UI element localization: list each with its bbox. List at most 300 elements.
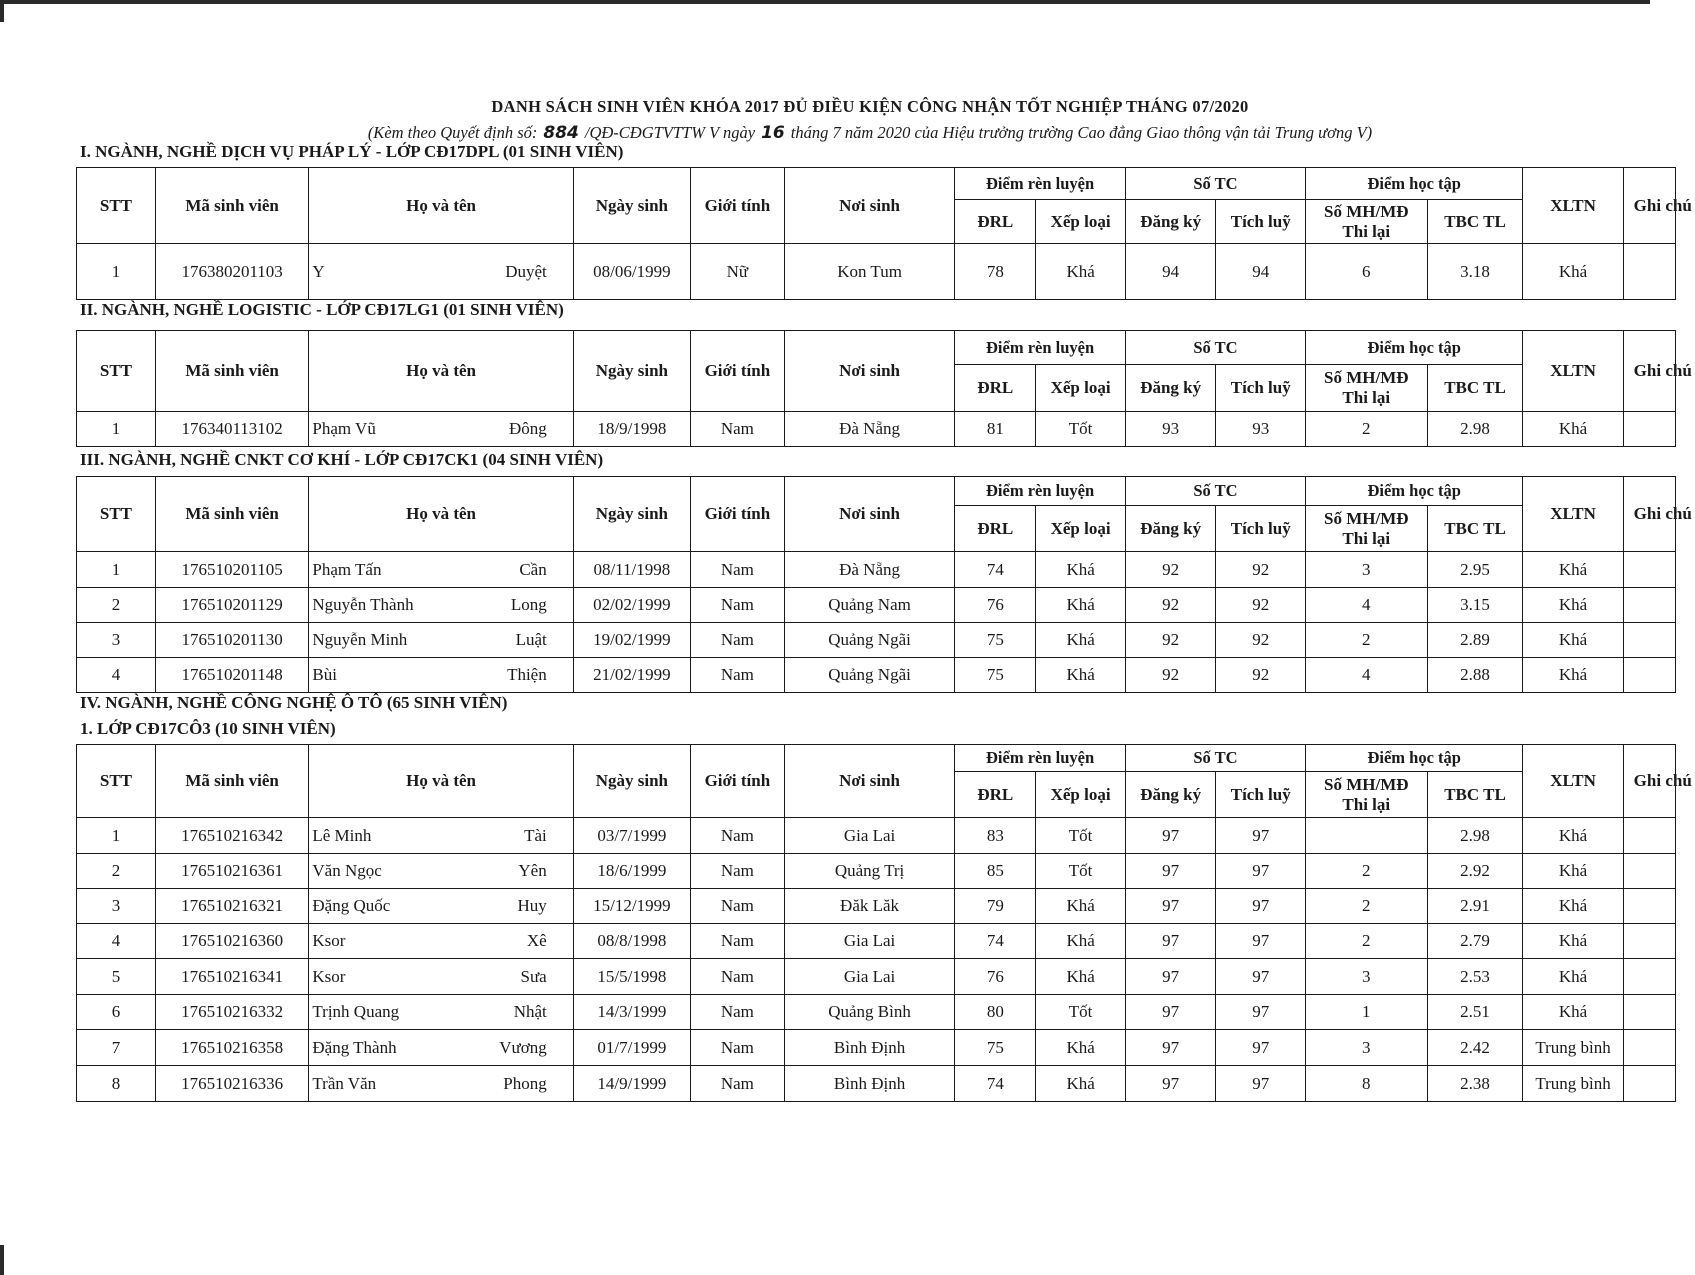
last-middle-name: Nguyễn Minh: [312, 630, 408, 649]
drl-cell: 79: [955, 889, 1036, 924]
header-dob: Ngày sinh: [573, 477, 690, 552]
retake-count-cell: 2: [1306, 889, 1428, 924]
gpa-cell: 3.15: [1427, 588, 1523, 623]
full-name: [309, 665, 572, 685]
note-cell: [1623, 552, 1675, 588]
drl-cell: 74: [955, 1066, 1036, 1102]
registered-credits-cell: 97: [1125, 1030, 1216, 1066]
full-name: [309, 1038, 572, 1058]
conduct-rank-cell: Khá: [1036, 658, 1126, 693]
note-cell: [1623, 412, 1675, 447]
header-registered: Đăng ký: [1125, 365, 1216, 412]
header-credits-group: Số TC: [1125, 477, 1305, 506]
dob-cell: 08/06/1999: [573, 244, 690, 300]
student-table: [76, 330, 1692, 447]
birthplace-cell: Đà Nẵng: [784, 552, 955, 588]
full-name: [309, 262, 572, 282]
header-note: Ghi chú: [1623, 168, 1675, 244]
last-middle-name: Ksor: [312, 931, 346, 950]
dob-cell: 15/12/1999: [573, 889, 690, 924]
student-id-cell: 176510216360: [155, 924, 309, 959]
registered-credits-cell: 97: [1125, 959, 1216, 995]
dob-cell: 14/3/1999: [573, 995, 690, 1030]
student-id-cell: 176510201130: [155, 623, 309, 658]
table-row: [77, 623, 1676, 658]
stt-cell: 4: [77, 924, 156, 959]
header-gpa: TBC TL: [1427, 365, 1523, 412]
stt-cell: 1: [77, 552, 156, 588]
note-cell: [1623, 818, 1675, 854]
header-registered: Đăng ký: [1125, 506, 1216, 552]
first-name: Long: [510, 595, 547, 614]
table-row: [77, 244, 1676, 300]
conduct-rank-cell: Tốt: [1036, 818, 1126, 854]
conduct-rank-cell: Khá: [1036, 244, 1126, 300]
registered-credits-cell: 93: [1125, 412, 1216, 447]
retake-count-cell: 1: [1306, 995, 1428, 1030]
grad-rank-cell: Khá: [1523, 588, 1623, 623]
registered-credits-cell: 92: [1125, 552, 1216, 588]
accumulated-credits-cell: 92: [1216, 552, 1306, 588]
stt-cell: 8: [77, 1066, 156, 1102]
scan-edge: [0, 0, 4, 22]
accumulated-credits-cell: 93: [1216, 412, 1306, 447]
conduct-rank-cell: Tốt: [1036, 412, 1126, 447]
header-gpa: TBC TL: [1427, 506, 1523, 552]
full-name-cell: [309, 1066, 573, 1102]
dob-cell: 21/02/1999: [573, 658, 690, 693]
accumulated-credits-cell: 97: [1216, 1066, 1306, 1102]
grad-rank-cell: Khá: [1523, 924, 1623, 959]
retake-count-cell: 3: [1306, 552, 1428, 588]
full-name-cell: [309, 889, 573, 924]
stt-cell: 7: [77, 1030, 156, 1066]
drl-cell: 75: [955, 1030, 1036, 1066]
header-note: Ghi chú: [1623, 745, 1675, 818]
header-drl: ĐRL: [955, 772, 1036, 818]
registered-credits-cell: 92: [1125, 658, 1216, 693]
last-middle-name: Trần Văn: [312, 1073, 377, 1093]
header-study-group: Điểm học tập: [1306, 168, 1523, 200]
decision-number: 884: [543, 123, 579, 143]
retake-count-cell: 8: [1306, 1066, 1428, 1102]
retake-count-cell: 2: [1306, 623, 1428, 658]
conduct-rank-cell: Khá: [1036, 889, 1126, 924]
header-retake: [1306, 365, 1428, 412]
header-stt: STT: [77, 477, 156, 552]
birthplace-cell: Quảng Ngãi: [784, 658, 955, 693]
full-name-cell: [309, 244, 573, 300]
header-registered: Đăng ký: [1125, 772, 1216, 818]
conduct-rank-cell: Tốt: [1036, 854, 1126, 889]
student-id-cell: 176510216342: [155, 818, 309, 854]
header-drl: ĐRL: [955, 506, 1036, 552]
header-retake-line1: Số MH/MĐ: [1324, 508, 1409, 528]
accumulated-credits-cell: 97: [1216, 854, 1306, 889]
full-name-cell: [309, 1030, 573, 1066]
student-table: [76, 167, 1692, 300]
first-name: Phong: [503, 1073, 547, 1093]
note-cell: [1623, 623, 1675, 658]
gender-cell: Nữ: [690, 244, 784, 300]
table-row: [77, 889, 1676, 924]
gender-cell: Nam: [690, 1030, 784, 1066]
grad-rank-cell: Khá: [1523, 244, 1623, 300]
subtitle-suffix: tháng 7 năm 2020 của Hiệu trưởng trường Cao đẳng Giao thông vận tải Trung ương V): [790, 123, 1373, 142]
section-heading: II. NGÀNH, NGHỀ LOGISTIC - LỚP CĐ17LG1 (01 SINH VIÊN): [80, 300, 564, 319]
table-row: [77, 818, 1676, 854]
first-name: Yên: [518, 861, 547, 880]
retake-count-cell: 4: [1306, 588, 1428, 623]
accumulated-credits-cell: 97: [1216, 959, 1306, 995]
student-id-cell: 176510201105: [155, 552, 309, 588]
gpa-cell: 2.92: [1427, 854, 1523, 889]
header-retake-line1: Số MH/MĐ: [1324, 201, 1409, 221]
grad-rank-cell: Khá: [1523, 854, 1623, 889]
gender-cell: Nam: [690, 588, 784, 623]
birthplace-cell: Gia Lai: [784, 818, 955, 854]
drl-cell: 83: [955, 818, 1036, 854]
birthplace-cell: Bình Định: [784, 1066, 955, 1102]
grad-rank-cell: Khá: [1523, 412, 1623, 447]
student-id-cell: 176380201103: [155, 244, 309, 300]
conduct-rank-cell: Khá: [1036, 552, 1126, 588]
gender-cell: Nam: [690, 959, 784, 995]
table-row: [77, 924, 1676, 959]
grad-rank-cell: Trung bình: [1523, 1066, 1623, 1102]
header-retake: [1306, 772, 1428, 818]
header-conduct-group: Điểm rèn luyện: [955, 331, 1126, 365]
retake-count-cell: 3: [1306, 959, 1428, 995]
first-name: Sưa: [520, 966, 547, 986]
note-cell: [1623, 244, 1675, 300]
table-row: [77, 588, 1676, 623]
grad-rank-cell: Khá: [1523, 818, 1623, 854]
drl-cell: 85: [955, 854, 1036, 889]
header-accumulated: Tích luỹ: [1216, 200, 1306, 244]
last-middle-name: Y: [312, 261, 325, 281]
drl-cell: 75: [955, 623, 1036, 658]
note-cell: [1623, 854, 1675, 889]
birthplace-cell: Kon Tum: [784, 244, 955, 300]
full-name: [309, 826, 572, 846]
note-cell: [1623, 588, 1675, 623]
last-middle-name: Phạm Vũ: [312, 419, 376, 438]
header-conduct-rank: Xếp loại: [1036, 200, 1126, 244]
first-name: Xê: [526, 931, 547, 950]
gender-cell: Nam: [690, 658, 784, 693]
conduct-rank-cell: Khá: [1036, 959, 1126, 995]
gpa-cell: 2.38: [1427, 1066, 1523, 1102]
header-dob: Ngày sinh: [573, 745, 690, 818]
first-name: Tài: [524, 825, 547, 845]
last-middle-name: Lê Minh: [312, 825, 372, 845]
stt-cell: 3: [77, 889, 156, 924]
full-name: [309, 1002, 572, 1022]
header-row: [77, 745, 1676, 772]
header-accumulated: Tích luỹ: [1216, 772, 1306, 818]
gender-cell: Nam: [690, 412, 784, 447]
header-row: [77, 168, 1676, 200]
full-name: [309, 967, 572, 987]
student-id-cell: 176510216361: [155, 854, 309, 889]
last-middle-name: Đặng Quốc: [312, 896, 391, 915]
full-name-cell: [309, 924, 573, 959]
gender-cell: Nam: [690, 995, 784, 1030]
full-name-cell: [309, 552, 573, 588]
full-name-cell: [309, 995, 573, 1030]
dob-cell: 08/11/1998: [573, 552, 690, 588]
full-name-cell: [309, 818, 573, 854]
dob-cell: 01/7/1999: [573, 1030, 690, 1066]
retake-count-cell: 4: [1306, 658, 1428, 693]
header-drl: ĐRL: [955, 200, 1036, 244]
gpa-cell: 2.98: [1427, 818, 1523, 854]
header-grad-rank: XLTN: [1523, 745, 1623, 818]
header-retake: [1306, 506, 1428, 552]
header-retake: [1306, 200, 1428, 244]
table-row: [77, 412, 1676, 447]
accumulated-credits-cell: 92: [1216, 658, 1306, 693]
header-retake-line2: Thi lại: [1342, 388, 1391, 407]
gpa-cell: 2.95: [1427, 552, 1523, 588]
gpa-cell: 2.91: [1427, 889, 1523, 924]
registered-credits-cell: 97: [1125, 924, 1216, 959]
header-gender: Giới tính: [690, 745, 784, 818]
gender-cell: Nam: [690, 552, 784, 588]
first-name: Duyệt: [505, 261, 547, 281]
registered-credits-cell: 97: [1125, 1066, 1216, 1102]
drl-cell: 76: [955, 959, 1036, 995]
grad-rank-cell: Khá: [1523, 959, 1623, 995]
scan-edge: [0, 0, 1650, 4]
full-name: [309, 560, 572, 580]
header-full-name: Họ và tên: [309, 331, 573, 412]
registered-credits-cell: 92: [1125, 623, 1216, 658]
header-conduct-rank: Xếp loại: [1036, 506, 1126, 552]
retake-count-cell: 2: [1306, 924, 1428, 959]
table-row: [77, 552, 1676, 588]
conduct-rank-cell: Khá: [1036, 623, 1126, 658]
section-heading: I. NGÀNH, NGHỀ DỊCH VỤ PHÁP LÝ - LỚP CĐ17DPL (01 SINH VIÊN): [80, 142, 624, 161]
accumulated-credits-cell: 97: [1216, 818, 1306, 854]
gpa-cell: 2.42: [1427, 1030, 1523, 1066]
note-cell: [1623, 959, 1675, 995]
header-credits-group: Số TC: [1125, 745, 1305, 772]
accumulated-credits-cell: 97: [1216, 889, 1306, 924]
header-row: [77, 331, 1676, 365]
header-birthplace: Nơi sinh: [784, 331, 955, 412]
header-retake-line1: Số MH/MĐ: [1324, 774, 1409, 794]
table-row: [77, 995, 1676, 1030]
header-student-id: Mã sinh viên: [155, 168, 309, 244]
grad-rank-cell: Khá: [1523, 658, 1623, 693]
header-conduct-rank: Xếp loại: [1036, 365, 1126, 412]
last-middle-name: Ksor: [312, 966, 346, 986]
first-name: Luật: [515, 630, 547, 649]
header-gender: Giới tính: [690, 168, 784, 244]
conduct-rank-cell: Tốt: [1036, 995, 1126, 1030]
student-id-cell: 176510216321: [155, 889, 309, 924]
table-row: [77, 854, 1676, 889]
student-id-cell: 176510216358: [155, 1030, 309, 1066]
birthplace-cell: Đà Nẵng: [784, 412, 955, 447]
accumulated-credits-cell: 92: [1216, 623, 1306, 658]
dob-cell: 02/02/1999: [573, 588, 690, 623]
stt-cell: 5: [77, 959, 156, 995]
header-credits-group: Số TC: [1125, 168, 1305, 200]
student-id-cell: 176510216341: [155, 959, 309, 995]
section-heading: III. NGÀNH, NGHỀ CNKT CƠ KHÍ - LỚP CĐ17CK1 (04 SINH VIÊN): [80, 450, 604, 469]
header-conduct-rank: Xếp loại: [1036, 772, 1126, 818]
header-conduct-group: Điểm rèn luyện: [955, 745, 1126, 772]
header-gpa: TBC TL: [1427, 200, 1523, 244]
table-row: [77, 1066, 1676, 1102]
last-middle-name: Trịnh Quang: [312, 1002, 400, 1021]
conduct-rank-cell: Khá: [1036, 588, 1126, 623]
accumulated-credits-cell: 97: [1216, 1030, 1306, 1066]
retake-count-cell: 3: [1306, 1030, 1428, 1066]
gender-cell: Nam: [690, 1066, 784, 1102]
gender-cell: Nam: [690, 854, 784, 889]
drl-cell: 80: [955, 995, 1036, 1030]
header-study-group: Điểm học tập: [1306, 477, 1523, 506]
grad-rank-cell: Khá: [1523, 552, 1623, 588]
header-full-name: Họ và tên: [309, 168, 573, 244]
header-birthplace: Nơi sinh: [784, 477, 955, 552]
dob-cell: 18/9/1998: [573, 412, 690, 447]
last-middle-name: Bùi: [312, 665, 337, 684]
student-id-cell: 176510216332: [155, 995, 309, 1030]
stt-cell: 2: [77, 588, 156, 623]
header-retake-line2: Thi lại: [1342, 794, 1391, 814]
stt-cell: 1: [77, 412, 156, 447]
scan-edge: [0, 1245, 4, 1275]
birthplace-cell: Quảng Trị: [784, 854, 955, 889]
header-study-group: Điểm học tập: [1306, 745, 1523, 772]
dob-cell: 03/7/1999: [573, 818, 690, 854]
note-cell: [1623, 1066, 1675, 1102]
gender-cell: Nam: [690, 623, 784, 658]
grad-rank-cell: Trung bình: [1523, 1030, 1623, 1066]
gpa-cell: 3.18: [1427, 244, 1523, 300]
birthplace-cell: Đăk Lăk: [784, 889, 955, 924]
header-gpa: TBC TL: [1427, 772, 1523, 818]
full-name: [309, 861, 572, 881]
first-name: Thiện: [507, 665, 547, 684]
subtitle-middle: /QĐ-CĐGTVTTW V ngày: [584, 123, 756, 142]
header-dob: Ngày sinh: [573, 331, 690, 412]
header-registered: Đăng ký: [1125, 200, 1216, 244]
stt-cell: 1: [77, 244, 156, 300]
retake-count-cell: 2: [1306, 412, 1428, 447]
retake-count-cell: [1306, 818, 1428, 854]
full-name: [309, 896, 572, 916]
gpa-cell: 2.79: [1427, 924, 1523, 959]
birthplace-cell: Bình Định: [784, 1030, 955, 1066]
birthplace-cell: Gia Lai: [784, 959, 955, 995]
header-retake-line2: Thi lại: [1342, 528, 1391, 548]
last-middle-name: Văn Ngọc: [312, 861, 382, 880]
first-name: Huy: [517, 896, 547, 915]
last-middle-name: Nguyễn Thành: [312, 595, 414, 614]
gender-cell: Nam: [690, 889, 784, 924]
header-student-id: Mã sinh viên: [155, 477, 309, 552]
header-grad-rank: XLTN: [1523, 331, 1623, 412]
full-name-cell: [309, 658, 573, 693]
gpa-cell: 2.89: [1427, 623, 1523, 658]
gender-cell: Nam: [690, 818, 784, 854]
birthplace-cell: Quảng Nam: [784, 588, 955, 623]
dob-cell: 15/5/1998: [573, 959, 690, 995]
header-retake-line2: Thi lại: [1342, 221, 1391, 241]
header-full-name: Họ và tên: [309, 477, 573, 552]
conduct-rank-cell: Khá: [1036, 924, 1126, 959]
full-name: [309, 630, 572, 650]
subtitle-prefix: (Kèm theo Quyết định số:: [367, 123, 538, 142]
table-row: [77, 658, 1676, 693]
table-row: [77, 959, 1676, 995]
dob-cell: 19/02/1999: [573, 623, 690, 658]
header-full-name: Họ và tên: [309, 745, 573, 818]
registered-credits-cell: 92: [1125, 588, 1216, 623]
registered-credits-cell: 97: [1125, 995, 1216, 1030]
header-dob: Ngày sinh: [573, 168, 690, 244]
full-name-cell: [309, 854, 573, 889]
gpa-cell: 2.53: [1427, 959, 1523, 995]
drl-cell: 76: [955, 588, 1036, 623]
section-heading: IV. NGÀNH, NGHỀ CÔNG NGHỆ Ô TÔ (65 SINH VIÊN): [80, 693, 508, 712]
first-name: Nhật: [513, 1002, 547, 1021]
retake-count-cell: 2: [1306, 854, 1428, 889]
first-name: Đông: [508, 419, 547, 438]
header-gender: Giới tính: [690, 331, 784, 412]
header-birthplace: Nơi sinh: [784, 168, 955, 244]
student-id-cell: 176340113102: [155, 412, 309, 447]
full-name: [309, 419, 572, 439]
gpa-cell: 2.51: [1427, 995, 1523, 1030]
full-name: [309, 1074, 572, 1094]
stt-cell: 3: [77, 623, 156, 658]
dob-cell: 08/8/1998: [573, 924, 690, 959]
drl-cell: 74: [955, 552, 1036, 588]
table-row: [77, 1030, 1676, 1066]
student-id-cell: 176510201148: [155, 658, 309, 693]
full-name-cell: [309, 623, 573, 658]
header-stt: STT: [77, 331, 156, 412]
header-conduct-group: Điểm rèn luyện: [955, 477, 1126, 506]
student-id-cell: 176510201129: [155, 588, 309, 623]
last-middle-name: Đặng Thành: [312, 1037, 397, 1057]
header-stt: STT: [77, 168, 156, 244]
full-name-cell: [309, 959, 573, 995]
birthplace-cell: Quảng Ngãi: [784, 623, 955, 658]
header-stt: STT: [77, 745, 156, 818]
document-title: DANH SÁCH SINH VIÊN KHÓA 2017 ĐỦ ĐIỀU KIỆN CÔNG NHẬN TỐT NGHIỆP THÁNG 07/2020: [491, 97, 1249, 116]
full-name-cell: [309, 412, 573, 447]
header-note: Ghi chú: [1623, 331, 1675, 412]
retake-count-cell: 6: [1306, 244, 1428, 300]
conduct-rank-cell: Khá: [1036, 1030, 1126, 1066]
decision-day: 16: [761, 123, 785, 143]
header-credits-group: Số TC: [1125, 331, 1305, 365]
full-name-cell: [309, 588, 573, 623]
gpa-cell: 2.88: [1427, 658, 1523, 693]
header-note: Ghi chú: [1623, 477, 1675, 552]
header-accumulated: Tích luỹ: [1216, 365, 1306, 412]
header-conduct-group: Điểm rèn luyện: [955, 168, 1126, 200]
registered-credits-cell: 97: [1125, 854, 1216, 889]
